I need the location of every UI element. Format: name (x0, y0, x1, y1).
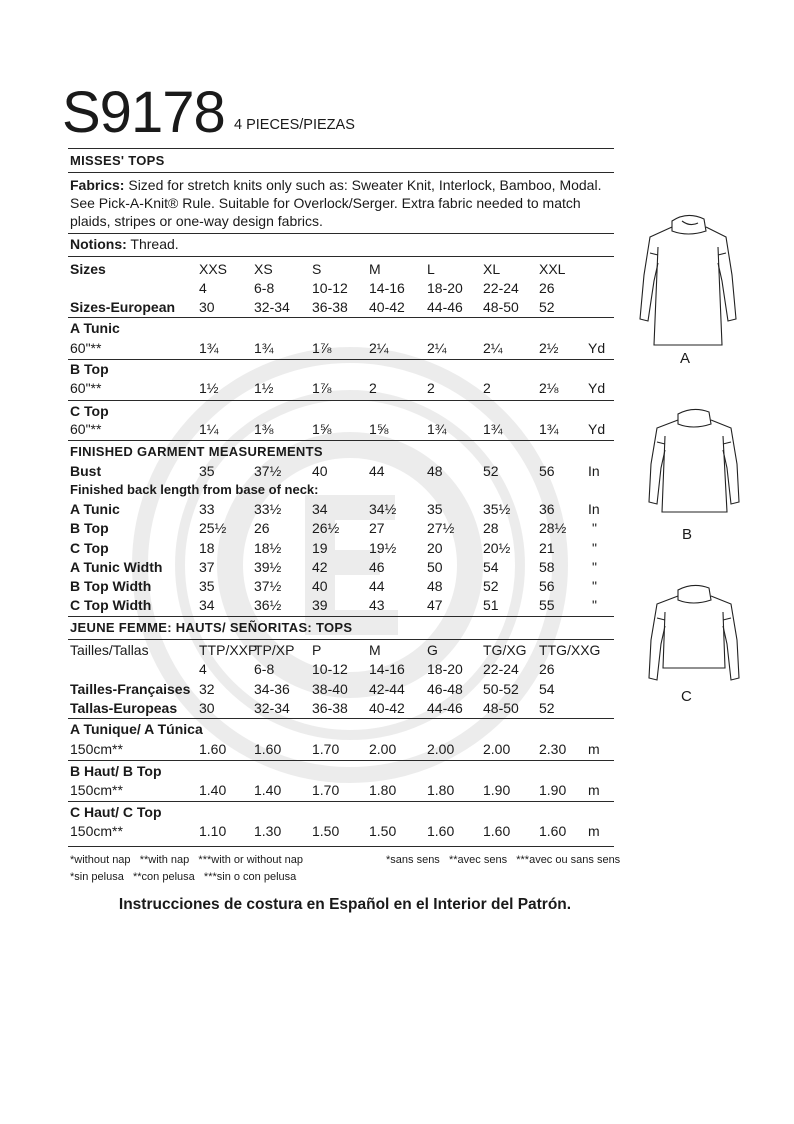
taille-letter-1: TP/XP (254, 642, 295, 658)
view-label-a-fig: A (680, 350, 691, 367)
top-c-length-3: 19½ (369, 540, 397, 556)
fr-size-4: 46-48 (427, 681, 463, 697)
notions-description (70, 236, 179, 252)
top-b-length-unit: " (592, 520, 597, 536)
taille-number-2: 10-12 (312, 661, 348, 677)
taille-letter-6: TTG/XXG (539, 642, 601, 658)
yardage-a-unit: Yd (588, 340, 606, 356)
tunic-length-label: A Tunic (70, 501, 120, 517)
taille-letter-2: P (312, 642, 322, 658)
tallas-eu-0: 30 (199, 700, 215, 716)
top-b-width-4: 48 (427, 578, 443, 594)
metric-c-2: 1.50 (312, 823, 340, 839)
taille-number-1: 6-8 (254, 661, 275, 677)
eu-size-1: 32-34 (254, 299, 290, 315)
spanish-instructions-note: Instrucciones de costura en Español en el Interior del Patrón. (118, 896, 572, 913)
notions-text: Thread. (126, 236, 179, 252)
fr-size-0: 32 (199, 681, 215, 697)
top-c-width-6: 55 (539, 597, 555, 613)
view-c-illustration (645, 580, 745, 685)
view-b-illustration (645, 402, 745, 527)
footnote-english: *without nap **with nap ***with or without nap (70, 854, 303, 866)
tunic-length-unit: In (588, 501, 600, 517)
taille-letter-3: M (369, 642, 381, 658)
yardage-a-0: 1¾ (199, 340, 219, 356)
metric-c-unit: m (588, 823, 600, 839)
taille-number-6: 26 (539, 661, 555, 677)
tunic-length-0: 33 (199, 501, 215, 517)
top-c-width-5: 51 (483, 597, 499, 613)
size-letter-1: XS (254, 261, 273, 277)
yardage-b-2: 1⅞ (312, 380, 332, 396)
tunic-width-unit: " (592, 559, 597, 575)
divider (68, 760, 614, 761)
fr-size-1: 34-36 (254, 681, 290, 697)
metric-view-c: C Haut/ C Top (70, 804, 162, 820)
metric-c-0: 1.10 (199, 823, 227, 839)
top-b-width-0: 35 (199, 578, 215, 594)
yardage-c-4: 1¾ (427, 421, 447, 437)
top-c-width-0: 34 (199, 597, 215, 613)
size-number-0: 4 (199, 280, 207, 296)
metric-c-3: 1.50 (369, 823, 397, 839)
top-b-length-2: 26½ (312, 520, 340, 536)
yardage-b-5: 2 (483, 380, 491, 396)
fr-size-3: 42-44 (369, 681, 405, 697)
finished-measurements-heading: FINISHED GARMENT MEASUREMENTS (70, 444, 323, 459)
metric-c-5: 1.60 (483, 823, 511, 839)
metric-a-0: 1.60 (199, 741, 227, 757)
tunic-width-0: 37 (199, 559, 215, 575)
tunic-length-6: 36 (539, 501, 555, 517)
yardage-c-3: 1⅝ (369, 421, 389, 437)
metric-b-unit: m (588, 782, 600, 798)
footnote-spanish: *sin pelusa **con pelusa ***sin o con pelusa (70, 871, 297, 883)
divider (68, 846, 614, 847)
fabrics-text: Sized for stretch knits only such as: Sweater Knit, Interlock, Bamboo, Modal. See Pick-A-Knit® Rule. Suitable for Overlock/Serger. Extra fabric needed to match plaids, stripes or one-way design fabrics. (70, 177, 602, 229)
top-b-width-5: 52 (483, 578, 499, 594)
yardage-c-unit: Yd (588, 421, 606, 437)
size-number-3: 14-16 (369, 280, 405, 296)
divider (68, 801, 614, 802)
eu-size-4: 44-46 (427, 299, 463, 315)
yardage-b-6: 2⅛ (539, 380, 559, 396)
divider (68, 400, 614, 401)
top-b-width-unit: " (592, 578, 597, 594)
yardage-a-3: 2¼ (369, 340, 389, 356)
divider (68, 718, 614, 719)
metric-a-3: 2.00 (369, 741, 397, 757)
metric-b-2: 1.70 (312, 782, 340, 798)
bust-3: 44 (369, 463, 385, 479)
taille-letter-4: G (427, 642, 438, 658)
divider (68, 317, 614, 318)
fabric-width-c: 60"** (70, 421, 102, 437)
top-c-width-1: 36½ (254, 597, 282, 613)
top-c-length-label: C Top (70, 540, 109, 556)
metric-b-1: 1.40 (254, 782, 282, 798)
tunic-length-4: 35 (427, 501, 443, 517)
bust-2: 40 (312, 463, 328, 479)
watermark-seal (130, 265, 570, 865)
metric-b-5: 1.90 (483, 782, 511, 798)
fr-size-2: 38-40 (312, 681, 348, 697)
top-c-width-3: 43 (369, 597, 385, 613)
top-b-length-4: 27½ (427, 520, 455, 536)
fabrics-description (70, 176, 620, 230)
taille-number-3: 14-16 (369, 661, 405, 677)
top-b-width-6: 56 (539, 578, 555, 594)
tallas-eu-6: 52 (539, 700, 555, 716)
fr-size-6: 54 (539, 681, 555, 697)
yardage-c-1: 1⅜ (254, 421, 274, 437)
metric-b-6: 1.90 (539, 782, 567, 798)
taille-letter-0: TTP/XXP (199, 642, 258, 658)
fabric-width-b: 60"** (70, 380, 102, 396)
yardage-a-1: 1¾ (254, 340, 274, 356)
divider (68, 639, 614, 640)
size-letter-0: XXS (199, 261, 228, 277)
yardage-b-0: 1½ (199, 380, 219, 396)
size-number-4: 18-20 (427, 280, 463, 296)
top-b-length-1: 26 (254, 520, 270, 536)
top-b-width-3: 44 (369, 578, 385, 594)
metric-width-a: 150cm** (70, 741, 123, 757)
size-number-5: 22-24 (483, 280, 519, 296)
yardage-a-6: 2½ (539, 340, 559, 356)
tunic-length-1: 33½ (254, 501, 282, 517)
bust-unit: In (588, 463, 600, 479)
tailles-francaises-label: Tailles-Françaises (70, 681, 191, 697)
top-c-length-4: 20 (427, 540, 443, 556)
divider (68, 148, 614, 149)
size-letter-6: XXL (539, 261, 566, 277)
top-c-length-6: 21 (539, 540, 555, 556)
tunic-width-5: 54 (483, 559, 499, 575)
divider (68, 440, 614, 441)
metric-a-5: 2.00 (483, 741, 511, 757)
fabrics-label: Fabrics: (70, 177, 125, 193)
bust-5: 52 (483, 463, 499, 479)
tailles-label: Tailles/Tallas (70, 642, 149, 658)
view-a-illustration (632, 203, 742, 353)
tunic-width-1: 39½ (254, 559, 282, 575)
view-label-a: A Tunic (70, 320, 120, 336)
tunic-length-5: 35½ (483, 501, 511, 517)
eu-size-0: 30 (199, 299, 215, 315)
notions-label: Notions: (70, 236, 127, 252)
yardage-b-unit: Yd (588, 380, 606, 396)
bust-label: Bust (70, 463, 102, 479)
metric-width-c: 150cm** (70, 823, 123, 839)
tallas-eu-2: 36-38 (312, 700, 348, 716)
pattern-number: S9178 (62, 80, 225, 145)
fabric-width-a: 60"** (70, 340, 102, 356)
top-b-length-0: 25½ (199, 520, 227, 536)
bust-4: 48 (427, 463, 443, 479)
metric-a-6: 2.30 (539, 741, 567, 757)
eu-size-3: 40-42 (369, 299, 405, 315)
pieces-count: 4 PIECES/PIEZAS (234, 117, 355, 133)
back-length-label: Finished back length from base of neck: (70, 482, 319, 497)
divider (68, 172, 614, 173)
tallas-eu-4: 44-46 (427, 700, 463, 716)
divider (68, 616, 614, 617)
tunic-width-3: 46 (369, 559, 385, 575)
top-c-length-2: 19 (312, 540, 328, 556)
top-b-width-1: 37½ (254, 578, 282, 594)
yardage-a-2: 1⅞ (312, 340, 332, 356)
size-letter-4: L (427, 261, 435, 277)
fr-size-5: 50-52 (483, 681, 519, 697)
bust-6: 56 (539, 463, 555, 479)
sizes-label: Sizes (70, 261, 106, 277)
eu-size-5: 48-50 (483, 299, 519, 315)
top-b-length-6: 28½ (539, 520, 567, 536)
metric-a-4: 2.00 (427, 741, 455, 757)
taille-number-4: 18-20 (427, 661, 463, 677)
metric-a-2: 1.70 (312, 741, 340, 757)
bust-1: 37½ (254, 463, 282, 479)
view-label-b: B Top (70, 361, 109, 377)
taille-number-0: 4 (199, 661, 207, 677)
taille-number-5: 22-24 (483, 661, 519, 677)
bust-0: 35 (199, 463, 215, 479)
taille-letter-5: TG/XG (483, 642, 527, 658)
size-letter-3: M (369, 261, 381, 277)
view-label-c: C Top (70, 403, 109, 419)
yardage-c-0: 1¼ (199, 421, 219, 437)
top-c-width-2: 39 (312, 597, 328, 613)
top-b-length-5: 28 (483, 520, 499, 536)
top-c-width-label: C Top Width (70, 597, 152, 613)
jeune-femme-heading: JEUNE FEMME: HAUTS/ SEÑORITAS: TOPS (70, 620, 353, 635)
sizes-european-label: Sizes-European (70, 299, 176, 315)
tunic-width-4: 50 (427, 559, 443, 575)
top-b-width-label: B Top Width (70, 578, 152, 594)
yardage-c-2: 1⅝ (312, 421, 332, 437)
tunic-width-label: A Tunic Width (70, 559, 163, 575)
size-letter-2: S (312, 261, 322, 277)
size-number-1: 6-8 (254, 280, 275, 296)
tunic-length-3: 34½ (369, 501, 397, 517)
tallas-eu-3: 40-42 (369, 700, 405, 716)
category-heading: MISSES' TOPS (70, 153, 165, 168)
metric-width-b: 150cm** (70, 782, 123, 798)
size-letter-5: XL (483, 261, 501, 277)
top-c-width-4: 47 (427, 597, 443, 613)
view-label-b-fig: B (682, 526, 693, 543)
size-number-2: 10-12 (312, 280, 348, 296)
top-c-length-1: 18½ (254, 540, 282, 556)
metric-b-3: 1.80 (369, 782, 397, 798)
eu-size-2: 36-38 (312, 299, 348, 315)
yardage-a-4: 2¼ (427, 340, 447, 356)
metric-view-b: B Haut/ B Top (70, 763, 162, 779)
tunic-width-2: 42 (312, 559, 328, 575)
metric-a-unit: m (588, 741, 600, 757)
divider (68, 359, 614, 360)
divider (68, 256, 614, 257)
footnote-french: *sans sens **avec sens ***avec ou sans sens (386, 854, 621, 866)
divider (68, 233, 614, 234)
top-b-length-3: 27 (369, 520, 385, 536)
yardage-c-5: 1¾ (483, 421, 503, 437)
metric-b-0: 1.40 (199, 782, 227, 798)
eu-size-6: 52 (539, 299, 555, 315)
yardage-b-1: 1½ (254, 380, 274, 396)
yardage-a-5: 2¼ (483, 340, 503, 356)
tallas-europeas-label: Tallas-Europeas (70, 700, 178, 716)
tunic-length-2: 34 (312, 501, 328, 517)
metric-c-6: 1.60 (539, 823, 567, 839)
metric-c-1: 1.30 (254, 823, 282, 839)
metric-c-4: 1.60 (427, 823, 455, 839)
metric-a-1: 1.60 (254, 741, 282, 757)
metric-b-4: 1.80 (427, 782, 455, 798)
top-c-length-5: 20½ (483, 540, 511, 556)
top-b-width-2: 40 (312, 578, 328, 594)
tunic-width-6: 58 (539, 559, 555, 575)
footnotes-en-es (70, 852, 370, 886)
top-b-length-label: B Top (70, 520, 109, 536)
tallas-eu-5: 48-50 (483, 700, 519, 716)
tallas-eu-1: 32-34 (254, 700, 290, 716)
metric-view-a: A Tunique/ A Túnica (70, 721, 203, 737)
size-number-6: 26 (539, 280, 555, 296)
top-c-width-unit: " (592, 597, 597, 613)
yardage-b-3: 2 (369, 380, 377, 396)
view-label-c-fig: C (681, 688, 692, 705)
yardage-c-6: 1¾ (539, 421, 559, 437)
yardage-b-4: 2 (427, 380, 435, 396)
top-c-length-0: 18 (199, 540, 215, 556)
top-c-length-unit: " (592, 540, 597, 556)
